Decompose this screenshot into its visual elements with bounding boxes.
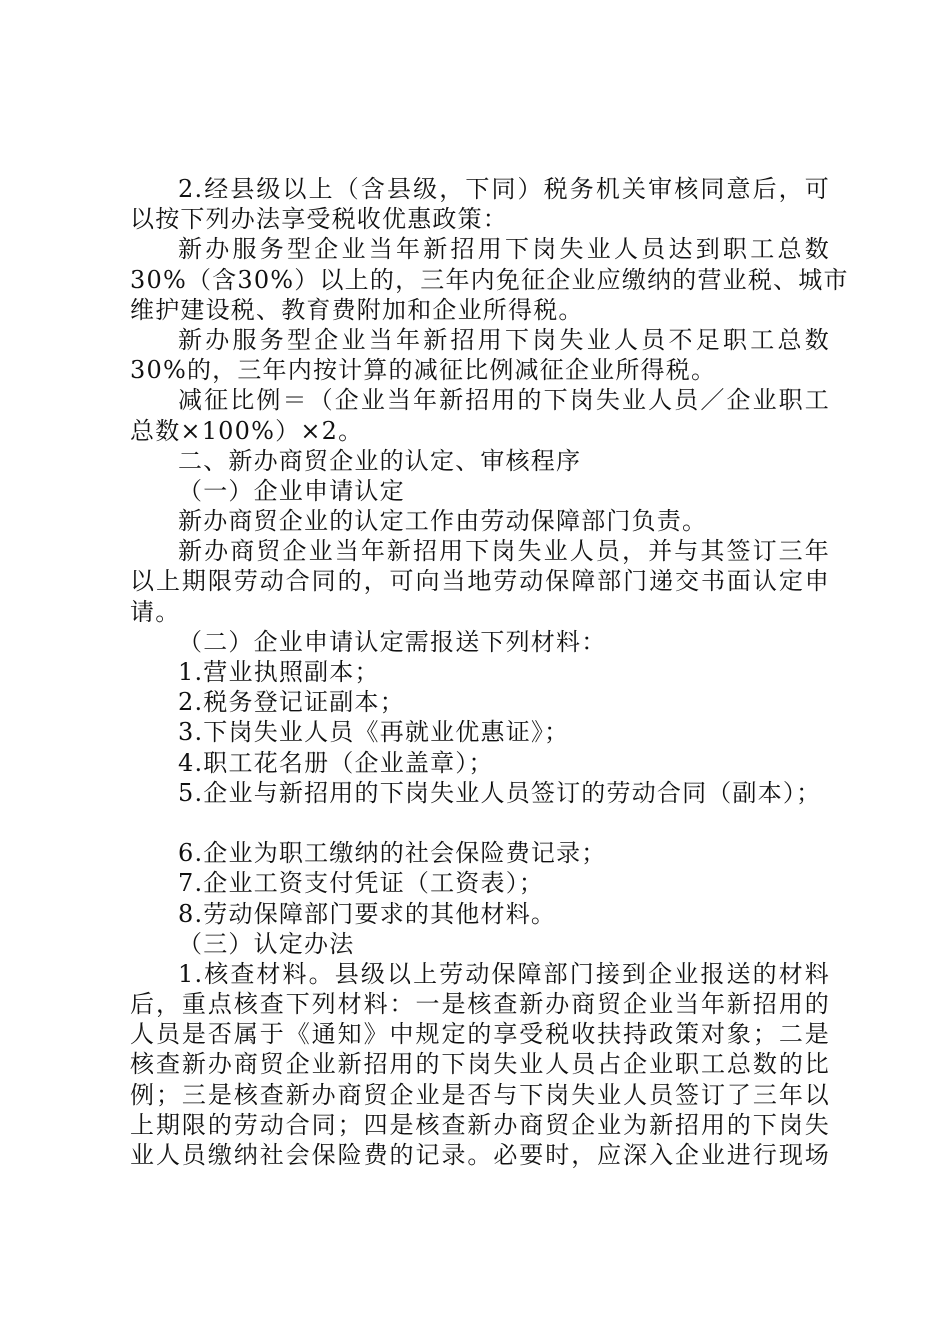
list-item: 2.税务登记证副本； <box>178 688 405 717</box>
paragraph-line: 请。 <box>130 597 181 626</box>
list-item: 5.企业与新招用的下岗失业人员签订的劳动合同（副本）； <box>178 778 822 807</box>
paragraph-line: 业人员缴纳社会保险费的记录。必要时，应深入企业进行现场 <box>130 1141 830 1169</box>
paragraph-line: 维护建设税、教育费附加和企业所得税。 <box>130 295 584 324</box>
paragraph-line: 上期限的劳动合同；四是核查新办商贸企业为新招用的下岗失 <box>130 1110 830 1139</box>
paragraph-line: 后，重点核查下列材料：一是核查新办商贸企业当年新招用的 <box>130 990 830 1019</box>
list-item: 1.营业执照副本； <box>178 658 380 686</box>
blank-line <box>130 808 830 838</box>
paragraph-line: 1.核查材料。县级以上劳动保障部门接到企业报送的材料 <box>178 959 830 988</box>
subsection-heading: （二）企业申请认定需报送下列材料： <box>178 627 607 656</box>
paragraph-line: 2.经县级以上（含县级，下同）税务机关审核同意后，可 <box>178 175 830 203</box>
paragraph-line: 新办商贸企业的认定工作由劳动保障部门负责。 <box>178 507 708 536</box>
paragraph-line: 以上期限劳动合同的，可向当地劳动保障部门递交书面认定申 <box>130 567 830 596</box>
paragraph-line: 人员是否属于《通知》中规定的享受税收扶持政策对象；二是 <box>130 1020 830 1049</box>
paragraph-line: 新办商贸企业当年新招用下岗失业人员，并与其签订三年 <box>178 537 830 566</box>
document-body <box>130 174 849 1170</box>
list-item: 3.下岗失业人员《再就业优惠证》； <box>178 718 570 747</box>
paragraph-line: 核查新办商贸企业新招用的下岗失业人员占企业职工总数的比 <box>130 1050 830 1079</box>
list-item: 7.企业工资支付凭证（工资表）； <box>178 869 545 898</box>
list-item: 6.企业为职工缴纳的社会保险费记录； <box>178 839 607 868</box>
list-item: 4.职工花名册（企业盖章）； <box>178 748 494 777</box>
paragraph-line: 例；三是核查新办商贸企业是否与下岗失业人员签订了三年以 <box>130 1080 830 1109</box>
paragraph-line: 30%的，三年内按计算的减征比例减征企业所得税。 <box>130 356 717 385</box>
section-heading: 二、新办商贸企业的认定、审核程序 <box>178 446 582 475</box>
paragraph-line: 新办服务型企业当年新招用下岗失业人员不足职工总数 <box>178 325 830 354</box>
subsection-heading: （一）企业申请认定 <box>178 476 405 505</box>
paragraph-line: 总数×100%）×2。 <box>130 416 364 445</box>
paragraph-line: 以按下列办法享受税收优惠政策： <box>130 205 508 234</box>
subsection-heading: （三）认定办法 <box>178 929 355 958</box>
list-item: 8.劳动保障部门要求的其他材料。 <box>178 899 557 928</box>
paragraph-line: 30%（含30%）以上的，三年内免征企业应缴纳的营业税、城市 <box>130 265 849 294</box>
paragraph-line: 减征比例＝（企业当年新招用的下岗失业人员／企业职工 <box>178 386 830 415</box>
paragraph-line: 新办服务型企业当年新招用下岗失业人员达到职工总数 <box>178 235 830 264</box>
